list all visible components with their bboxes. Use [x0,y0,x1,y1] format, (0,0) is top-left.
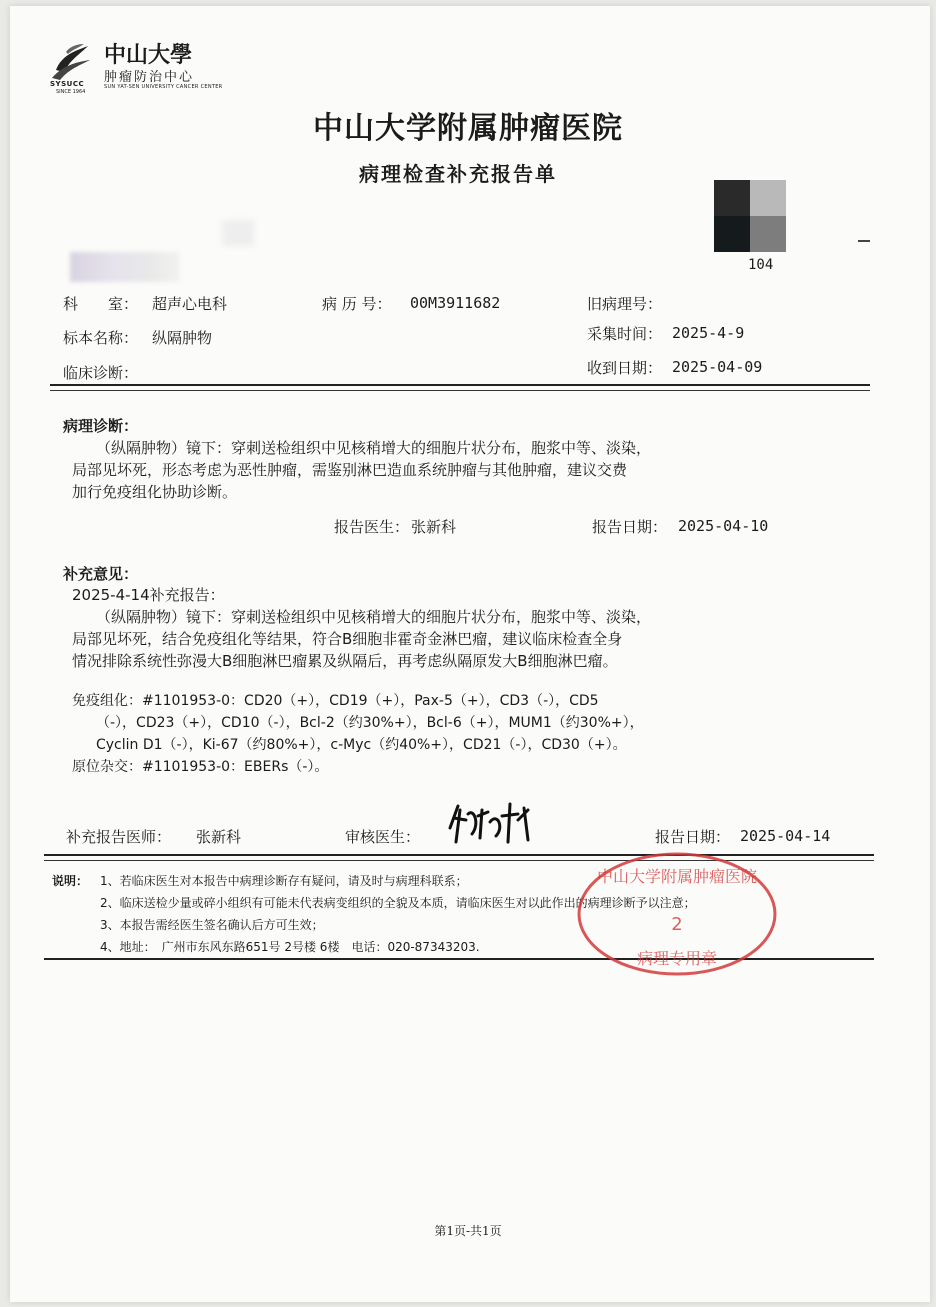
note-item: 2、临床送检少量或碎小组织有可能未代表病变组织的全貌及本质，请临床医生对以此作出的病理诊断予以注意； [100,896,696,910]
record-label: 病 历 号： [322,295,392,313]
report-title: 病理检查补充报告单 [359,162,557,186]
logo-dept: 肿瘤防治中心 [104,70,195,85]
supplement-line: 局部见坏死，结合免疫组化等结果，符合B细胞非霍奇金淋巴瘤，建议临床检查全身 [72,630,623,648]
svg-text:病理专用章: 病理专用章 [636,949,718,968]
pathology-line: 局部见坏死，形态考虑为恶性肿瘤，需鉴别淋巴造血系统肿瘤与其他肿瘤，建议交费 [72,461,628,479]
specimen-value: 纵隔肿物 [152,329,213,347]
redacted-patient-name [70,252,180,282]
reviewer-signature [444,798,544,848]
logo-name: 中山大學 [104,42,193,68]
ihc-line: （-），CD23（+），CD10（-），Bcl-2（约30%+），Bcl-6（+），MUM1（约30%+）， [96,715,644,731]
report-doctor-value: 张新科 [411,518,457,536]
note-item: 3、本报告需经医生签名确认后方可生效； [100,918,324,932]
final-date-value: 2025-04-14 [740,827,831,845]
supplement-heading: 补充意见： [63,565,139,583]
redacted-code [714,180,786,252]
supp-doctor-value: 张新科 [196,828,242,846]
final-date-label: 报告日期： [655,828,731,846]
divider [50,390,870,391]
logo-since: SINCE 1964 [56,89,86,95]
notes-label: 说明： [52,874,89,888]
code-suffix: 104 [748,257,774,273]
collect-label: 采集时间： [587,325,663,343]
redacted-mark [222,220,254,246]
collect-value: 2025-4-9 [672,324,745,342]
received-label: 收到日期： [587,359,663,377]
svg-text:2: 2 [671,914,683,935]
supplement-line: 情况排除系统性弥漫大B细胞淋巴瘤累及纵隔后，再考虑纵隔原发大B细胞淋巴瘤。 [72,652,618,670]
dept-label: 科 室： [63,295,139,313]
record-value: 00M3911682 [410,294,501,312]
pathology-line: 加行免疫组化协助诊断。 [72,483,238,501]
edge-mark [858,240,870,242]
pathology-heading: 病理诊断： [63,417,139,435]
ihc-line: 免疫组化：#1101953-0：CD20（+），CD19（+），Pax-5（+），CD3（-），CD5 [72,693,599,709]
pathology-line: （纵隔肿物）镜下：穿刺送检组织中见核稍增大的细胞片状分布，胞浆中等、淡染， [96,439,652,457]
page-number: 第1页-共1页 [434,1224,502,1238]
received-value: 2025-04-09 [672,358,763,376]
report-date-value: 2025-04-10 [678,517,769,535]
report-doctor-label: 报告医生： [334,518,410,536]
svg-text:中山大学附属肿瘤医院: 中山大学附属肿瘤医院 [596,867,758,886]
clinical-diag-label: 临床诊断： [63,364,139,382]
note-item: 1、若临床医生对本报告中病理诊断存有疑问，请及时与病理科联系； [100,874,468,888]
report-date-label: 报告日期： [592,518,668,536]
dept-value: 超声心电科 [152,295,228,313]
logo-english: SUN YAT-SEN UNIVERSITY CANCER CENTER [104,84,223,90]
divider [50,384,870,386]
hospital-title: 中山大学附属肿瘤医院 [313,111,623,146]
ihc-line: Cyclin D1（-），Ki-67（约80%+），c-Myc（约40%+），CD21（-），CD30（+）。 [96,737,627,753]
supplement-intro: 2025-4-14补充报告： [72,586,225,604]
logo-abbrev: SYSUCC [50,80,85,88]
supp-doctor-label: 补充报告医师： [66,828,172,846]
reviewer-label: 审核医生： [345,828,421,846]
old-path-label: 旧病理号： [587,295,663,313]
pathology-seal-stamp [574,852,780,982]
supplement-line: （纵隔肿物）镜下：穿刺送检组织中见核稍增大的细胞片状分布，胞浆中等、淡染， [96,608,652,626]
note-item: 4、地址： 广州市东风东路651号 2号楼 6楼 电话：020-87343203. [100,940,480,954]
ish-line: 原位杂交：#1101953-0：EBERs（-）。 [72,759,329,775]
specimen-label: 标本名称： [63,329,139,347]
